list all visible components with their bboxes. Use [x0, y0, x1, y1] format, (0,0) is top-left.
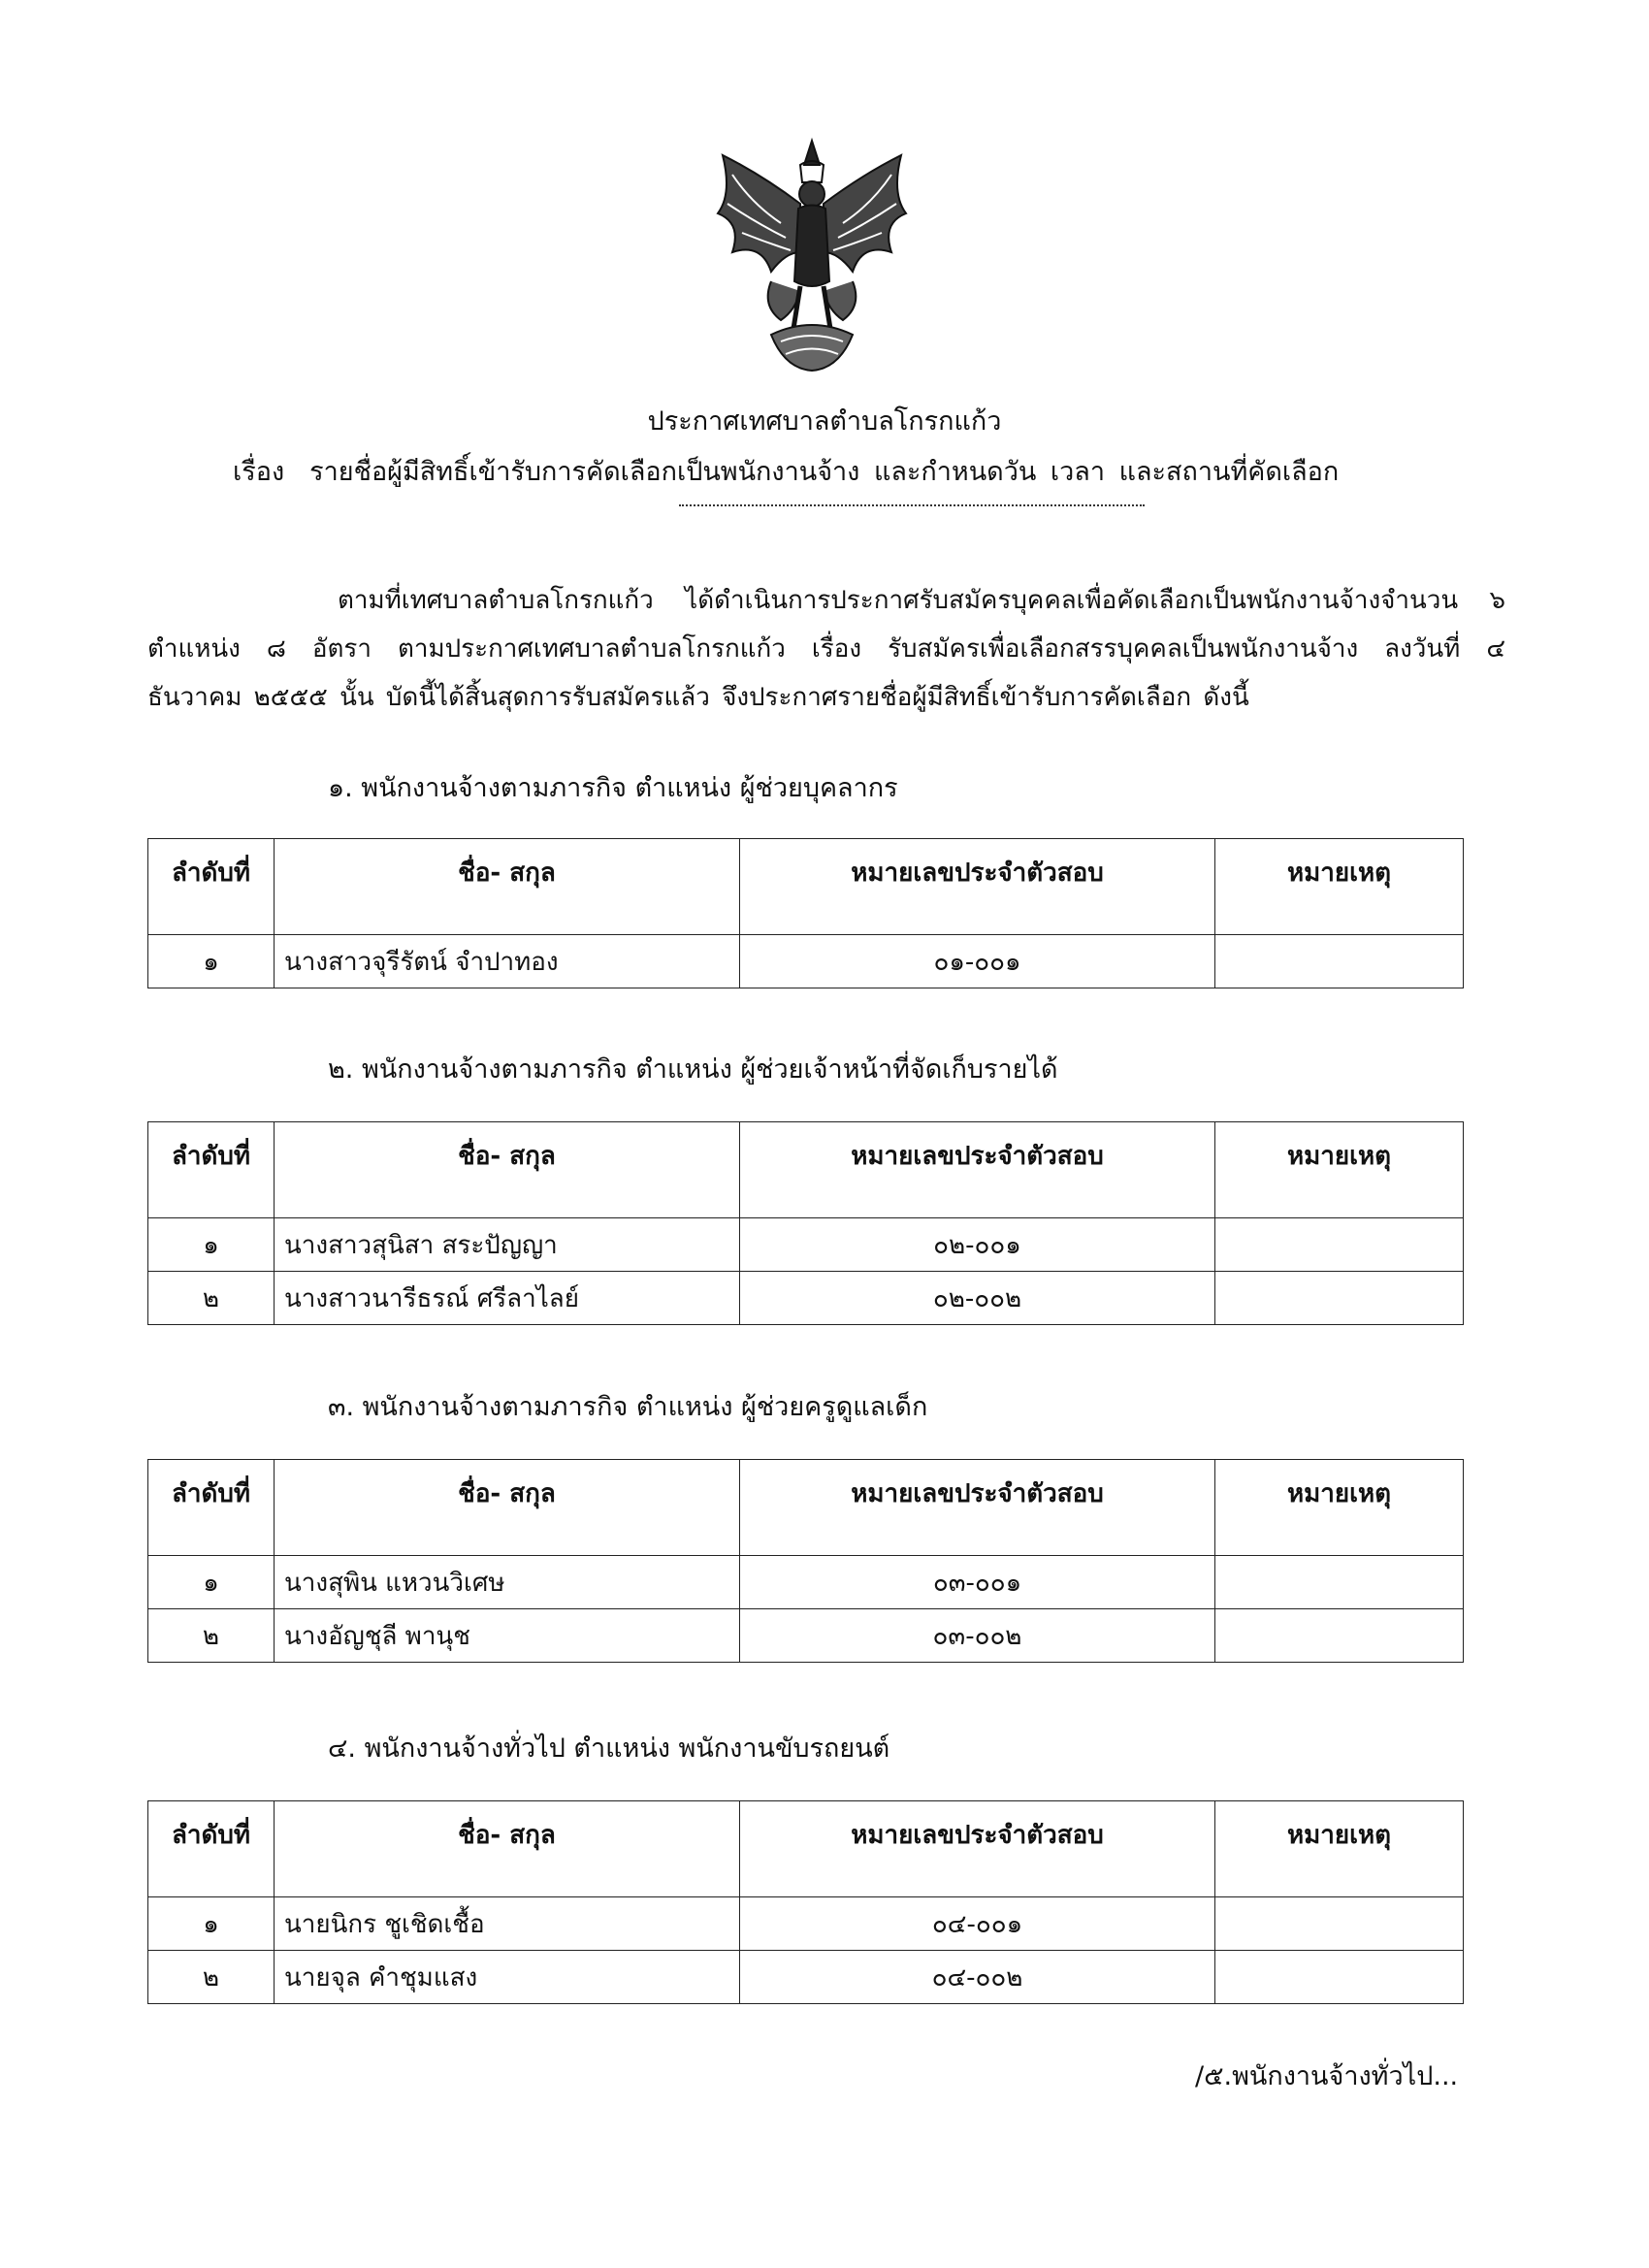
continuation-note: /๕.พนักงานจ้างทั่วไป...	[1195, 2061, 1459, 2091]
announcement-title: ประกาศเทศบาลตำบลโกรกแก้ว	[647, 406, 1002, 437]
header-exam-id: หมายเลขประจำตัวสอบ	[740, 1122, 1215, 1218]
cell-remark	[1215, 1951, 1464, 2004]
subject-lead-label: เรื่อง	[233, 457, 285, 487]
cell-exam-id: ๐๒-๐๐๒	[740, 1272, 1215, 1325]
table-row	[148, 1609, 1464, 1663]
candidate-table	[147, 838, 1464, 988]
cell-remark	[1215, 1897, 1464, 1951]
header-seq: ลำดับที่	[148, 839, 275, 935]
table-row	[148, 1272, 1464, 1325]
table-row	[148, 1897, 1464, 1951]
section-heading: ๔. พนักงานจ้างทั่วไป ตำแหน่ง พนักงานขับรถยนต์	[328, 1733, 890, 1764]
cell-name: นายนิกร ชูเชิดเชื้อ	[275, 1897, 740, 1951]
header-remark: หมายเหตุ	[1215, 839, 1464, 935]
header-name: ชื่อ- สกุล	[275, 1801, 740, 1897]
header-seq: ลำดับที่	[148, 1801, 275, 1897]
candidate-table	[147, 1800, 1464, 2004]
cell-seq: ๑	[148, 935, 275, 988]
announcement-subject	[233, 450, 1339, 492]
header-remark: หมายเหตุ	[1215, 1801, 1464, 1897]
cell-name: นางสาวสุนิสา สระปัญญา	[275, 1218, 740, 1272]
cell-seq: ๒	[148, 1272, 275, 1325]
cell-exam-id: ๐๔-๐๐๒	[740, 1951, 1215, 2004]
cell-name: นางสาวจุรีรัตน์ จำปาทอง	[275, 935, 740, 988]
table-row	[148, 1951, 1464, 2004]
section-heading: ๓. พนักงานจ้างตามภารกิจ ตำแหน่ง ผู้ช่วยครูดูแลเด็ก	[328, 1392, 928, 1422]
table-header-row	[148, 839, 1464, 935]
cell-remark	[1215, 1218, 1464, 1272]
garuda-emblem-icon	[703, 136, 922, 373]
table-row	[148, 935, 1464, 988]
header-name: ชื่อ- สกุล	[275, 839, 740, 935]
cell-seq: ๑	[148, 1218, 275, 1272]
cell-exam-id: ๐๑-๐๐๑	[740, 935, 1215, 988]
header-remark: หมายเหตุ	[1215, 1122, 1464, 1218]
table-header-row	[148, 1801, 1464, 1897]
cell-name: นางสุพิน แหวนวิเศษ	[275, 1556, 740, 1609]
cell-remark	[1215, 935, 1464, 988]
cell-remark	[1215, 1556, 1464, 1609]
table-row	[148, 1556, 1464, 1609]
cell-seq: ๒	[148, 1951, 275, 2004]
cell-name: นางสาวนารีธรณ์ ศรีลาไลย์	[275, 1272, 740, 1325]
cell-seq: ๒	[148, 1609, 275, 1663]
header-seq: ลำดับที่	[148, 1460, 275, 1556]
cell-name: นายจุล คำชุมแสง	[275, 1951, 740, 2004]
intro-paragraph: ตามที่เทศบาลตำบลโกรกแก้ว ได้ดำเนินการประกาศรับสมัครบุคคลเพื่อคัดเลือกเป็นพนักงานจ้างจำนวน ๖ ตำแหน่ง ๘ อัตรา ตามประกาศเทศบาลตำบลโกรกแก้ว เรื่อง รับสมัครเพื่อเลือกสรรบุคคลเป็นพนักงานจ้าง ลงวันที่ ๔ ธันวาคม ๒๕๕๕ นั้น บัดนี้ได้สิ้นสุดการรับสมัครแล้ว จึงประกาศรายชื่อผู้มีสิทธิ์เข้ารับการคัดเลือก ดังนี้	[147, 586, 1505, 712]
cell-remark	[1215, 1272, 1464, 1325]
cell-remark	[1215, 1609, 1464, 1663]
table-header-row	[148, 1122, 1464, 1218]
cell-exam-id: ๐๔-๐๐๑	[740, 1897, 1215, 1951]
subject-text: รายชื่อผู้มีสิทธิ์เข้ารับการคัดเลือกเป็นพนักงานจ้าง และกำหนดวัน เวลา และสถานที่คัดเลือก	[309, 457, 1340, 487]
header-exam-id: หมายเลขประจำตัวสอบ	[740, 1801, 1215, 1897]
section-heading: ๑. พนักงานจ้างตามภารกิจ ตำแหน่ง ผู้ช่วยบุคลากร	[328, 773, 898, 803]
table-row	[148, 1218, 1464, 1272]
header-seq: ลำดับที่	[148, 1122, 275, 1218]
cell-exam-id: ๐๓-๐๐๑	[740, 1556, 1215, 1609]
cell-name: นางอัญชุลี พานุช	[275, 1609, 740, 1663]
cell-exam-id: ๐๒-๐๐๑	[740, 1218, 1215, 1272]
header-exam-id: หมายเลขประจำตัวสอบ	[740, 1460, 1215, 1556]
cell-exam-id: ๐๓-๐๐๒	[740, 1609, 1215, 1663]
header-name: ชื่อ- สกุล	[275, 1122, 740, 1218]
candidate-table	[147, 1121, 1464, 1325]
header-remark: หมายเหตุ	[1215, 1460, 1464, 1556]
header-exam-id: หมายเลขประจำตัวสอบ	[740, 839, 1215, 935]
header-name: ชื่อ- สกุล	[275, 1460, 740, 1556]
table-header-row	[148, 1460, 1464, 1556]
section-heading: ๒. พนักงานจ้างตามภารกิจ ตำแหน่ง ผู้ช่วยเจ้าหน้าที่จัดเก็บรายได้	[328, 1054, 1058, 1085]
candidate-table	[147, 1459, 1464, 1663]
cell-seq: ๑	[148, 1556, 275, 1609]
cell-seq: ๑	[148, 1897, 275, 1951]
dotted-divider	[679, 504, 1145, 506]
